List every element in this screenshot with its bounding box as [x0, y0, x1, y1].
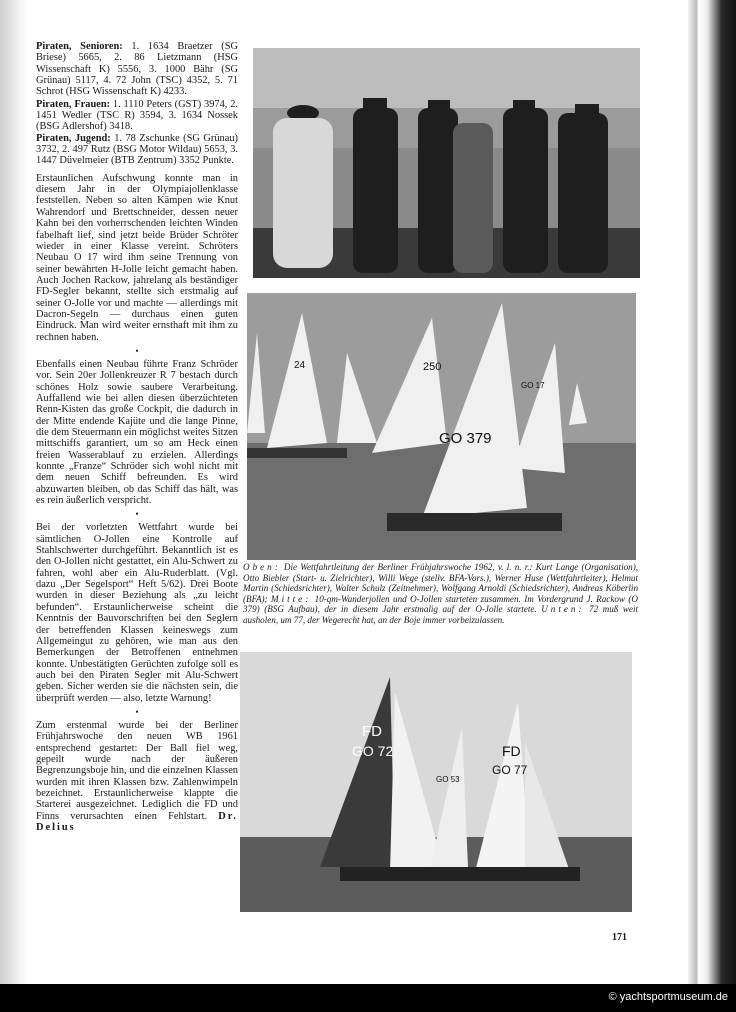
author-signature: Dr. Delius [36, 810, 238, 833]
sail-number: GO 77 [492, 763, 528, 777]
sail-number: GO 53 [436, 775, 460, 784]
results-youth [36, 133, 238, 167]
caption-label-middle: Mitte: [271, 593, 312, 604]
caption-label-bottom: Unten: [541, 604, 585, 615]
paragraph: Ebenfalls einen Neubau führte Franz Schröder vor. Sein 20er Jollenkreuzer R 7 bestach durch schönes Holz sowie saubere Verarbeitung. Auffallend wie bei allen diesen überzüchteten Renn-Kisten das große Cockpit, die dadurch in der Mitte endende Kajüte und die lange Pinne, die dem Steuermann ein möglichst weites Sitzen mittschiffs garantiert, um so am Heck einen freien Wasserablauf zu erzielen. Allerdings konnte „Franze“ Schröder sich wohl nicht mit dem neuen Schiff befreunden. Es wird abzuwarten bleiben, ob das Schiff das hält, was es rein äußerlich verspricht. [36, 358, 238, 507]
photo-caption [243, 562, 638, 626]
sail-number: 24 [294, 360, 306, 371]
paragraph-text: Zum erstenmal wurde bei der Berliner Frühjahrswoche den neuen WB 1961 entsprechend gestartet: Der Ball fiel weg, gepeilt wurde nach der äußeren Begrenzungsboje hin, und die einzelnen Klassen wurden mit ihren Klassen bzw. Zahlenwimpeln bezeichnet. Erstaunlicherweise klappte die Starterei ausgezeichnet. Lediglich die FD und Finns verursachten einen Fehlstart. [36, 719, 238, 822]
results-text: 1. 78 Zschunke (SG Grünau) 3732, 2. 497 Rutz (BSG Motor Wildau) 5653, 3. 1447 Düvelmeier (BTB Zentrum) 3352 Punkte. [36, 132, 238, 167]
watermark: © yachtsportmuseum.de [608, 991, 728, 1003]
paragraph: Erstaunlichen Aufschwung konnte man in diesem Jahr in der Olympiajollenklasse feststellen. Neben so alten Kämpen wie Knut Wahrendorf und Brettschneider, dessen neuer Kahn bei den vorherrschenden leichten Winden fabelhaft lief, sind jetzt beide Brüder Schröter wieder in einer Klasse vereint. Schröters Neubau O 17 wird ihm seine Trennung von seiner bewährten H-Jolle leicht gemacht haben. Auch Jochen Rackow, jahrelang als beständiger FD-Segler bekannt, stellte sich erstmalig auf seiner O-Jolle vor und machte — allerdings mit Dacron-Segeln — durchaus einen guten Eindruck. Man wird weiter ernsthaft mit ihm zu rechnen haben. [36, 172, 238, 343]
results-text: 1. 1110 Peters (GST) 3974, 2. 1451 Wedler (TSC R) 3594, 3. 1634 Nossek (BSG Adlershof) 3418. [36, 98, 238, 133]
sail-number: GO 72 [352, 743, 394, 759]
results-heading: Piraten, Frauen: [36, 98, 111, 110]
caption-text-top: Die Wettfahrtleitung der Berliner Frühjahrswoche 1962, v. l. n. r.: Kurt Lange (Organisation), Otto Biebler (Start- u. Zielrichter), Willi Wege (stellv. BFA-Vors.), Werner Huse (Wettfahrtleiter), Helmut Martin (Schiedsrichter), Walter Schulz (Zeitnehmer), Wolfgang Arnoldi (Schiedsrichter), Andreas Köberlin (BFA); [243, 562, 638, 604]
photo-officials [253, 48, 640, 278]
scan-right-edge [688, 0, 736, 990]
photo-dinghies-start [247, 293, 636, 560]
separator: • [135, 509, 139, 520]
caption-label-top: Oben: [243, 562, 281, 572]
results-text: 1. 1634 Braetzer (SG Briese) 5665, 2. 86 Lietzmann (HSG Wissenschaft K) 5556, 3. 1000 Bähr (SG Grünau) 5117, 4. 72 John (TSC) 4352, 5. 71 Schrot (HSG Wissenschaft K) 4233. [36, 41, 238, 98]
paragraph [36, 720, 238, 833]
sail-number: GO 17 [521, 381, 545, 390]
sail-number: FD [502, 743, 521, 759]
sail-number: FD [362, 723, 382, 740]
results-seniors [36, 41, 238, 98]
results-women [36, 99, 238, 133]
paragraph: Bei der vorletzten Wettfahrt wurde bei sämtlichen O-Jollen eine Kontrolle auf Stahlschwerter durchgeführt. Bekanntlich ist es den O-Jollen nicht gestattet, ein Alu-Schwert zu fahren, wohl aber ein Alu-Ruderblatt. (Vgl. dazu „Der Segelsport“ Heft 5/62). Drei Boote wurden in dieser Beziehung als „zu leicht befunden“. Erstaunlicherweise scheint die Kenntnis der Bauvorschriften bei den Seglern der betreffenden Klassen keineswegs zum Allgemeingut zu gehören, wie man aus den Bemerkungen der Betroffenen entnehmen konnte. Unbestätigten Gerüchten zufolge soll es auch bei den Piraten Segler mit Alu-Schwert geben. Sicher werden sie die nächsten sein, die überprüft werden — also, letzte Warnung! [36, 522, 238, 704]
page-number: 171 [612, 932, 627, 943]
separator: • [135, 345, 139, 356]
sail-number: 250 [423, 361, 442, 373]
results-heading: Piraten, Jugend: [36, 132, 111, 144]
caption-text-bottom: 72 muß weit ausholen, um 77, der Wegerecht hat, an der Boje immer vorbeizulassen. [243, 604, 639, 625]
scan-left-edge [0, 0, 28, 990]
caption-text-middle: 10-qm-Wanderjollen und O-Jollen starteten zusammen. Im Vordergrund J. Rackow (O 379) (BSG Aufbau), der in diesem Jahr erstmalig auf der O-Jolle startete. [243, 593, 638, 615]
text-column [36, 41, 238, 837]
results-heading: Piraten, Senioren: [36, 41, 123, 52]
sail-number: GO 379 [439, 430, 492, 447]
separator: • [135, 706, 139, 717]
photo-fd-rounding-buoy [240, 652, 632, 912]
